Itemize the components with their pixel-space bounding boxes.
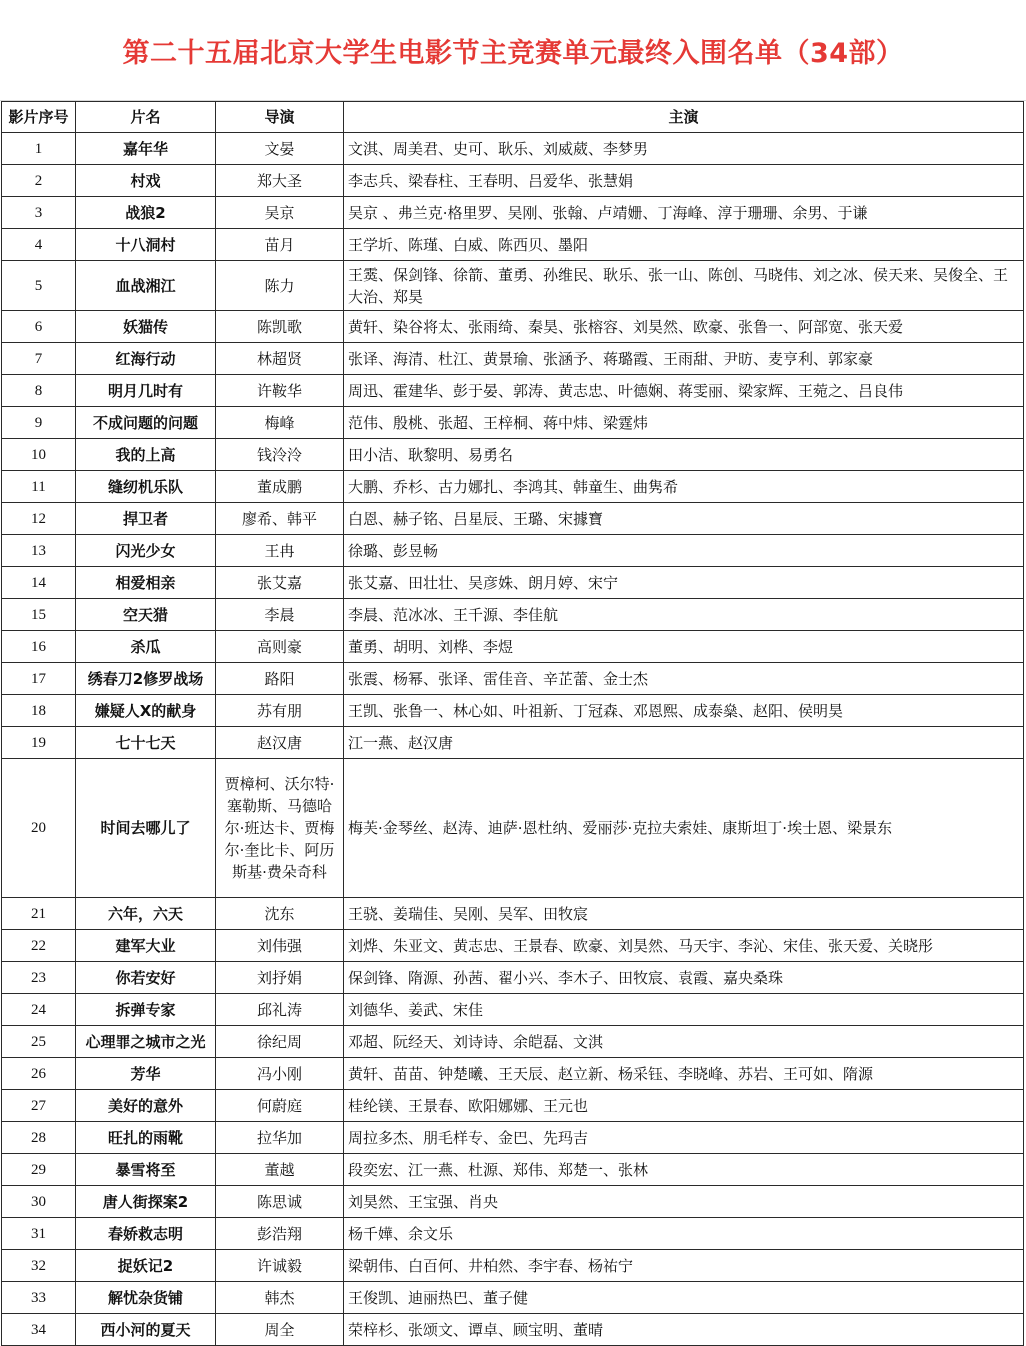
director-name: 许诚毅 [216, 1250, 344, 1282]
director-name: 周全 [216, 1314, 344, 1346]
table-row [2, 229, 1024, 261]
row-number: 9 [2, 407, 76, 439]
cast-list: 白恩、赫子铭、吕星辰、王璐、宋據寶 [344, 503, 1024, 535]
film-title: 春娇救志明 [76, 1218, 216, 1250]
director-name: 王冉 [216, 535, 344, 567]
cast-list: 王霙、保剑锋、徐箭、董勇、孙维民、耿乐、张一山、陈创、马晓伟、刘之冰、侯天来、吴俊全、王大治、郑昊 [344, 261, 1024, 311]
cast-list: 李晨、范冰冰、王千源、李佳航 [344, 599, 1024, 631]
cast-list: 张译、海清、杜江、黄景瑜、张涵予、蒋璐霞、王雨甜、尹昉、麦亨利、郭家豪 [344, 343, 1024, 375]
cast-list: 王骁、姜瑞佳、吴刚、吴军、田牧宸 [344, 898, 1024, 930]
director-name: 拉华加 [216, 1122, 344, 1154]
director-name: 廖希、韩平 [216, 503, 344, 535]
cast-list: 刘昊然、王宝强、肖央 [344, 1186, 1024, 1218]
film-title: 缝纫机乐队 [76, 471, 216, 503]
director-name: 陈思诚 [216, 1186, 344, 1218]
film-title: 西小河的夏天 [76, 1314, 216, 1346]
row-number: 10 [2, 439, 76, 471]
director-name: 苗月 [216, 229, 344, 261]
film-title: 不成问题的问题 [76, 407, 216, 439]
table-row [2, 1058, 1024, 1090]
table-row [2, 1154, 1024, 1186]
cast-list: 大鹏、乔杉、古力娜扎、李鸿其、韩童生、曲隽希 [344, 471, 1024, 503]
row-number: 3 [2, 197, 76, 229]
film-title: 建军大业 [76, 930, 216, 962]
table-row [2, 311, 1024, 343]
row-number: 23 [2, 962, 76, 994]
header-cast: 主演 [344, 102, 1024, 133]
row-number: 6 [2, 311, 76, 343]
film-title: 拆弹专家 [76, 994, 216, 1026]
cast-list: 王俊凯、迪丽热巴、董子健 [344, 1282, 1024, 1314]
page-title: 第二十五届北京大学生电影节主竞赛单元最终入围名单（34部） [0, 0, 1026, 101]
director-name: 何蔚庭 [216, 1090, 344, 1122]
table-row [2, 503, 1024, 535]
table-row [2, 759, 1024, 898]
table-row [2, 1250, 1024, 1282]
film-title: 相爱相亲 [76, 567, 216, 599]
director-name: 刘抒娟 [216, 962, 344, 994]
cast-list: 范伟、殷桃、张超、王梓桐、蒋中炜、梁霆炜 [344, 407, 1024, 439]
row-number: 2 [2, 165, 76, 197]
row-number: 28 [2, 1122, 76, 1154]
table-row [2, 439, 1024, 471]
film-title: 嘉年华 [76, 133, 216, 165]
film-title: 我的上高 [76, 439, 216, 471]
header-director: 导演 [216, 102, 344, 133]
film-title: 捍卫者 [76, 503, 216, 535]
film-title: 六年，六天 [76, 898, 216, 930]
nominee-table [1, 101, 1024, 1346]
film-title: 心理罪之城市之光 [76, 1026, 216, 1058]
table-row [2, 567, 1024, 599]
cast-list: 王凯、张鲁一、林心如、叶祖新、丁冠森、邓恩熙、成泰燊、赵阳、侯明昊 [344, 695, 1024, 727]
film-title: 暴雪将至 [76, 1154, 216, 1186]
table-row [2, 695, 1024, 727]
cast-list: 张震、杨幂、张译、雷佳音、辛芷蕾、金士杰 [344, 663, 1024, 695]
film-title: 血战湘江 [76, 261, 216, 311]
film-title: 旺扎的雨靴 [76, 1122, 216, 1154]
row-number: 1 [2, 133, 76, 165]
director-name: 许鞍华 [216, 375, 344, 407]
director-name: 沈东 [216, 898, 344, 930]
cast-list: 桂纶镁、王景春、欧阳娜娜、王元也 [344, 1090, 1024, 1122]
table-row [2, 1218, 1024, 1250]
row-number: 25 [2, 1026, 76, 1058]
row-number: 22 [2, 930, 76, 962]
table-row [2, 407, 1024, 439]
cast-list: 徐璐、彭昱畅 [344, 535, 1024, 567]
director-name: 冯小刚 [216, 1058, 344, 1090]
row-number: 4 [2, 229, 76, 261]
director-name: 文晏 [216, 133, 344, 165]
cast-list: 黄轩、苗苗、钟楚曦、王天辰、赵立新、杨采钰、李晓峰、苏岩、王可如、隋源 [344, 1058, 1024, 1090]
director-name: 钱泠泠 [216, 439, 344, 471]
table-row [2, 898, 1024, 930]
cast-list: 王学圻、陈瑾、白威、陈西贝、墨阳 [344, 229, 1024, 261]
header-film: 片名 [76, 102, 216, 133]
film-title: 十八洞村 [76, 229, 216, 261]
table-body [2, 133, 1024, 1346]
cast-list: 邓超、阮经天、刘诗诗、余皑磊、文淇 [344, 1026, 1024, 1058]
film-title: 明月几时有 [76, 375, 216, 407]
table-row [2, 133, 1024, 165]
director-name: 高则豪 [216, 631, 344, 663]
table-row [2, 1026, 1024, 1058]
row-number: 31 [2, 1218, 76, 1250]
film-title: 美好的意外 [76, 1090, 216, 1122]
row-number: 26 [2, 1058, 76, 1090]
cast-list: 段奕宏、江一燕、杜源、郑伟、郑楚一、张林 [344, 1154, 1024, 1186]
film-title: 解忧杂货铺 [76, 1282, 216, 1314]
film-title: 唐人街探案2 [76, 1186, 216, 1218]
table-row [2, 1282, 1024, 1314]
row-number: 33 [2, 1282, 76, 1314]
row-number: 21 [2, 898, 76, 930]
row-number: 12 [2, 503, 76, 535]
row-number: 34 [2, 1314, 76, 1346]
director-name: 彭浩翔 [216, 1218, 344, 1250]
director-name: 徐纪周 [216, 1026, 344, 1058]
table-row [2, 994, 1024, 1026]
film-title: 芳华 [76, 1058, 216, 1090]
table-row [2, 1186, 1024, 1218]
row-number: 11 [2, 471, 76, 503]
cast-list: 张艾嘉、田壮壮、吴彦姝、朗月婷、宋宁 [344, 567, 1024, 599]
director-name: 邱礼涛 [216, 994, 344, 1026]
table-row [2, 1122, 1024, 1154]
row-number: 30 [2, 1186, 76, 1218]
film-title: 七十七天 [76, 727, 216, 759]
cast-list: 周拉多杰、朋毛样专、金巴、先玛吉 [344, 1122, 1024, 1154]
director-name: 林超贤 [216, 343, 344, 375]
table-row [2, 1314, 1024, 1346]
director-name: 韩杰 [216, 1282, 344, 1314]
row-number: 17 [2, 663, 76, 695]
film-title: 空天猎 [76, 599, 216, 631]
cast-list: 吴京 、弗兰克·格里罗、吴刚、张翰、卢靖姗、丁海峰、淳于珊珊、余男、于谦 [344, 197, 1024, 229]
cast-list: 刘德华、姜武、宋佳 [344, 994, 1024, 1026]
director-name: 路阳 [216, 663, 344, 695]
row-number: 14 [2, 567, 76, 599]
cast-list: 荣梓杉、张颂文、谭卓、顾宝明、董晴 [344, 1314, 1024, 1346]
director-name: 张艾嘉 [216, 567, 344, 599]
director-name: 刘伟强 [216, 930, 344, 962]
cast-list: 梅芙·金琴丝、赵涛、迪萨·恩杜纳、爱丽莎·克拉夫索娃、康斯坦丁·埃士恩、梁景东 [344, 759, 1024, 898]
table-row [2, 1090, 1024, 1122]
cast-list: 江一燕、赵汉唐 [344, 727, 1024, 759]
table-row [2, 261, 1024, 311]
director-name: 梅峰 [216, 407, 344, 439]
row-number: 18 [2, 695, 76, 727]
film-title: 战狼2 [76, 197, 216, 229]
row-number: 19 [2, 727, 76, 759]
director-name: 董越 [216, 1154, 344, 1186]
cast-list: 梁朝伟、白百何、井柏然、李宇春、杨祐宁 [344, 1250, 1024, 1282]
cast-list: 文淇、周美君、史可、耿乐、刘威葳、李梦男 [344, 133, 1024, 165]
director-name: 赵汉唐 [216, 727, 344, 759]
table-row [2, 375, 1024, 407]
table-row [2, 962, 1024, 994]
table-row [2, 535, 1024, 567]
director-name: 郑大圣 [216, 165, 344, 197]
row-number: 24 [2, 994, 76, 1026]
film-title: 闪光少女 [76, 535, 216, 567]
cast-list: 李志兵、梁春柱、王春明、吕爱华、张慧娟 [344, 165, 1024, 197]
row-number: 15 [2, 599, 76, 631]
film-title: 杀瓜 [76, 631, 216, 663]
row-number: 20 [2, 759, 76, 898]
cast-list: 董勇、胡明、刘桦、李煜 [344, 631, 1024, 663]
film-title: 妖猫传 [76, 311, 216, 343]
table-row [2, 930, 1024, 962]
row-number: 7 [2, 343, 76, 375]
table-row [2, 631, 1024, 663]
cast-list: 田小洁、耿黎明、易勇名 [344, 439, 1024, 471]
row-number: 8 [2, 375, 76, 407]
table-row [2, 165, 1024, 197]
director-name: 董成鹏 [216, 471, 344, 503]
director-name: 李晨 [216, 599, 344, 631]
director-name: 贾樟柯、沃尔特·塞勒斯、马德哈尔·班达卡、贾梅尔·奎比卡、阿历斯基·费朵奇科 [216, 759, 344, 898]
table-header-row [2, 102, 1024, 133]
director-name: 陈凯歌 [216, 311, 344, 343]
director-name: 吴京 [216, 197, 344, 229]
row-number: 32 [2, 1250, 76, 1282]
row-number: 13 [2, 535, 76, 567]
cast-list: 黄轩、染谷将太、张雨绮、秦昊、张榕容、刘昊然、欧豪、张鲁一、阿部宽、张天爱 [344, 311, 1024, 343]
film-title: 红海行动 [76, 343, 216, 375]
header-no: 影片序号 [2, 102, 76, 133]
table-row [2, 599, 1024, 631]
film-title: 嫌疑人X的献身 [76, 695, 216, 727]
cast-list: 保剑锋、隋源、孙茜、翟小兴、李木子、田牧宸、袁霞、嘉央桑珠 [344, 962, 1024, 994]
table-row [2, 727, 1024, 759]
row-number: 27 [2, 1090, 76, 1122]
table-row [2, 663, 1024, 695]
film-title: 村戏 [76, 165, 216, 197]
table-row [2, 343, 1024, 375]
film-title: 时间去哪儿了 [76, 759, 216, 898]
row-number: 5 [2, 261, 76, 311]
director-name: 苏有朋 [216, 695, 344, 727]
film-title: 捉妖记2 [76, 1250, 216, 1282]
film-title: 绣春刀2修罗战场 [76, 663, 216, 695]
table-row [2, 197, 1024, 229]
table-row [2, 471, 1024, 503]
row-number: 16 [2, 631, 76, 663]
director-name: 陈力 [216, 261, 344, 311]
cast-list: 杨千嬅、余文乐 [344, 1218, 1024, 1250]
film-title: 你若安好 [76, 962, 216, 994]
cast-list: 刘烨、朱亚文、黄志忠、王景春、欧豪、刘昊然、马天宇、李沁、宋佳、张天爱、关晓彤 [344, 930, 1024, 962]
cast-list: 周迅、霍建华、彭于晏、郭涛、黄志忠、叶德娴、蒋雯丽、梁家辉、王菀之、吕良伟 [344, 375, 1024, 407]
row-number: 29 [2, 1154, 76, 1186]
